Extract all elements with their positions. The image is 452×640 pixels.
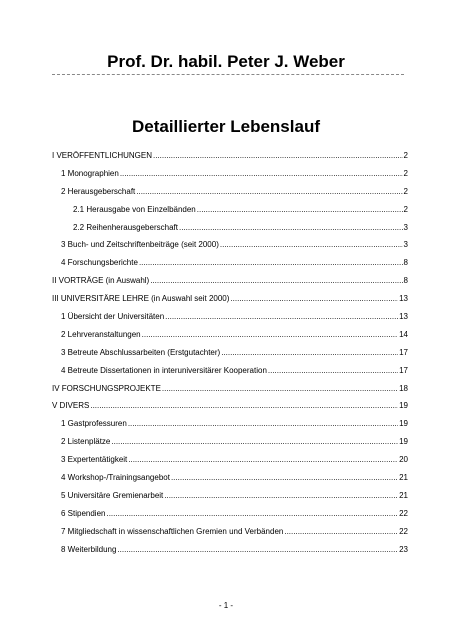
toc-dot-leader <box>268 362 398 380</box>
toc-entry-label: 4 Workshop-/Trainingsangebot <box>61 473 170 483</box>
toc-entry-page: 8 <box>403 258 408 268</box>
document-title: Detaillierter Lebenslauf <box>131 117 320 136</box>
toc-entry-label: 4 Betreute Dissertationen in interuniversitärer Kooperation <box>61 365 267 375</box>
toc-entry-label: 8 Weiterbildung <box>61 544 117 554</box>
toc-dot-leader <box>90 397 398 415</box>
toc-entry-page: 3 <box>403 240 408 250</box>
toc-entry-page: 2 <box>403 204 408 214</box>
toc-dot-leader <box>162 380 398 398</box>
toc-entry[interactable] <box>52 505 408 523</box>
toc-entry-label: V DIVERS <box>52 401 90 411</box>
toc-dot-leader <box>284 523 398 541</box>
toc-entry-label: 2.1 Herausgabe von Einzelbänden <box>73 204 196 214</box>
toc-entry-label: 7 Mitgliedschaft in wissenschaftlichen Gremien und Verbänden <box>61 526 284 536</box>
toc-entry-label: 2 Lehrveranstaltungen <box>61 329 141 339</box>
toc-entry[interactable] <box>52 523 408 541</box>
toc-dot-leader <box>220 236 403 254</box>
toc-entry-page: 2 <box>403 151 408 160</box>
toc-entry-label: 4 Forschungsberichte <box>61 258 138 268</box>
toc-entry[interactable] <box>52 487 408 505</box>
table-of-contents <box>52 147 408 558</box>
toc-entry[interactable] <box>52 433 408 451</box>
toc-entry-page: 21 <box>399 473 408 483</box>
toc-entry-label: II VORTRÄGE (in Auswahl) <box>52 276 150 286</box>
toc-entry[interactable] <box>52 451 408 469</box>
toc-entry[interactable] <box>52 201 408 219</box>
toc-entry[interactable] <box>52 165 408 183</box>
toc-dot-leader <box>117 541 398 559</box>
toc-entry[interactable] <box>52 183 408 201</box>
toc-entry-page: 21 <box>399 490 408 500</box>
toc-dot-leader <box>128 415 398 433</box>
toc-dot-leader <box>164 487 398 505</box>
toc-entry[interactable] <box>52 147 408 165</box>
toc-entry[interactable] <box>52 541 408 559</box>
toc-entry[interactable] <box>52 236 408 254</box>
toc-entry-page: 19 <box>399 437 408 447</box>
toc-entry-page: 23 <box>399 544 408 554</box>
toc-entry-page: 19 <box>399 401 408 411</box>
toc-dot-leader <box>171 469 398 487</box>
toc-entry-label: I VERÖFFENTLICHUNGEN <box>52 151 153 160</box>
toc-entry-label: 2.2 Reihenherausgeberschaft <box>73 222 178 232</box>
toc-entry-label: 2 Herausgeberschaft <box>61 186 136 196</box>
toc-entry-page: 8 <box>403 276 408 286</box>
toc-entry[interactable] <box>52 397 408 415</box>
toc-entry[interactable] <box>52 308 408 326</box>
toc-entry-page: 20 <box>399 455 408 465</box>
toc-entry-label: 3 Betreute Abschlussarbeiten (Erstgutachter) <box>61 347 221 357</box>
toc-dot-leader <box>221 344 398 362</box>
toc-entry[interactable] <box>52 219 408 237</box>
author-heading: Prof. Dr. habil. Peter J. Weber <box>107 52 345 71</box>
toc-entry[interactable] <box>52 254 408 272</box>
toc-entry-page: 14 <box>399 329 408 339</box>
toc-dot-leader <box>150 272 402 290</box>
toc-entry-label: 1 Monographien <box>61 168 119 178</box>
toc-entry-page: 18 <box>399 383 408 393</box>
toc-entry[interactable] <box>52 326 408 344</box>
page-number: - 1 - <box>218 601 234 610</box>
toc-entry-label: 2 Listenplätze <box>61 437 111 447</box>
toc-entry-page: 2 <box>403 168 408 178</box>
toc-entry-label: III UNIVERSITÄRE LEHRE (in Auswahl seit 2000) <box>52 294 230 304</box>
toc-entry-page: 13 <box>399 312 408 322</box>
toc-entry[interactable] <box>52 290 408 308</box>
toc-dot-leader <box>106 505 398 523</box>
toc-entry-label: 5 Universitäre Gremienarbeit <box>61 490 164 500</box>
heading-divider <box>52 74 404 75</box>
toc-entry-page: 19 <box>399 419 408 429</box>
toc-entry[interactable] <box>52 362 408 380</box>
toc-dot-leader <box>197 201 403 219</box>
toc-entry-page: 13 <box>399 294 408 304</box>
toc-dot-leader <box>142 326 398 344</box>
toc-entry-label: 1 Gastprofessuren <box>61 419 127 429</box>
toc-dot-leader <box>139 254 403 272</box>
toc-dot-leader <box>136 183 402 201</box>
toc-entry-page: 22 <box>399 508 408 518</box>
toc-entry-page: 2 <box>403 186 408 196</box>
toc-entry-page: 17 <box>399 365 408 375</box>
toc-dot-leader <box>120 165 403 183</box>
toc-entry[interactable] <box>52 469 408 487</box>
toc-entry-page: 22 <box>399 526 408 536</box>
toc-dot-leader <box>128 451 398 469</box>
toc-entry-page: 3 <box>403 222 408 232</box>
toc-dot-leader <box>179 219 403 237</box>
toc-entry-page: 17 <box>399 347 408 357</box>
toc-entry-label: 6 Stipendien <box>61 508 106 518</box>
toc-dot-leader <box>165 308 398 326</box>
toc-entry-label: 1 Übersicht der Universitäten <box>61 312 165 322</box>
toc-dot-leader <box>153 147 403 165</box>
toc-entry-label: 3 Buch- und Zeitschriftenbeiträge (seit 2000) <box>61 240 219 250</box>
toc-entry[interactable] <box>52 272 408 290</box>
toc-entry-label: 3 Expertentätigkeit <box>61 455 128 465</box>
toc-dot-leader <box>230 290 398 308</box>
toc-entry-label: IV FORSCHUNGSPROJEKTE <box>52 383 161 393</box>
toc-entry[interactable] <box>52 380 408 398</box>
toc-entry[interactable] <box>52 415 408 433</box>
toc-dot-leader <box>111 433 398 451</box>
toc-entry[interactable] <box>52 344 408 362</box>
